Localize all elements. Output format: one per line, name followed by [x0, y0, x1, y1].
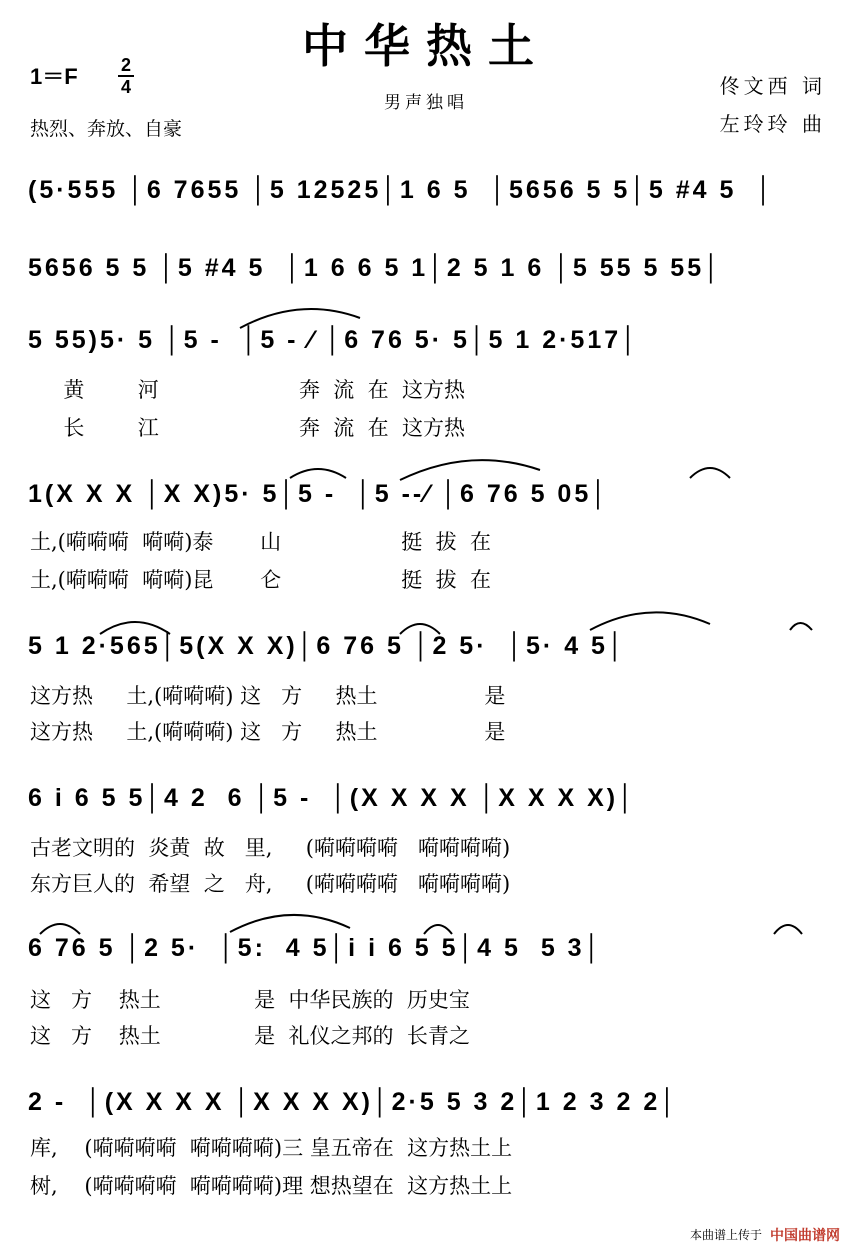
score-row-2: 5656 5 5 │5 #4 5 │1 6 6 5 1│2 5 1 6 │5 55 5 55│	[28, 254, 723, 282]
time-signature-top: 2	[120, 55, 131, 75]
lyric-row-4-verse-2: 土,(嗬嗬嗬 嗬嗬)昆 仑 挺 拔 在	[30, 568, 491, 592]
time-signature-bottom: 4	[120, 77, 131, 97]
score-row-3: 5 55)5· 5 │5 - │5 - ⁄ │6 76 5· 5│5 1 2·517│	[28, 326, 640, 354]
slur	[240, 309, 360, 328]
score-row-5: 5 1 2·565│5(X X X)│6 76 5 │2 5· │5· 4 5│	[28, 632, 627, 660]
slur	[774, 925, 802, 934]
upload-note: 本曲谱上传于	[689, 1228, 762, 1242]
slur	[400, 460, 540, 480]
slur	[590, 612, 710, 630]
slur	[290, 469, 346, 478]
page-title: 中华热土	[302, 19, 550, 73]
score-row-7: 6 76 5 │2 5· │5: 4 5│i i 6 5 5│4 5 5 3│	[28, 934, 604, 962]
lyric-row-3-verse-1: 黄 河 奔 流 在 这方热	[30, 378, 466, 402]
slur	[100, 622, 170, 634]
slur	[400, 624, 440, 634]
slur	[230, 915, 350, 932]
site-logo: 中国曲谱网	[770, 1228, 840, 1244]
key-signature: 1＝F	[30, 64, 78, 89]
lyricist-credit: 佟文西 词	[719, 74, 826, 98]
lyric-row-3-verse-2: 长 江 奔 流 在 这方热	[30, 416, 466, 440]
slur	[424, 925, 452, 934]
score-row-4: 1(X X X │X X)5· 5│5 - │5 --⁄ │6 76 5 05│	[28, 480, 610, 508]
performance-type: 男声独唱	[384, 93, 468, 113]
slur	[690, 468, 730, 478]
score-row-1: (5·555 │6 7655 │5 12525│1 6 5 │5656 5 5│5 #4 5 │	[28, 176, 775, 204]
composer-credit: 左玲玲 曲	[719, 112, 826, 136]
slur	[790, 623, 812, 630]
lyric-row-7-verse-2: 这 方 热土 是 礼仪之邦的 长青之	[30, 1024, 470, 1048]
slur	[40, 924, 80, 934]
lyric-row-6-verse-1: 古老文明的 炎黄 故 里, (嗬嗬嗬嗬 嗬嗬嗬嗬)	[30, 836, 511, 860]
lyric-row-8-verse-2: 树, (嗬嗬嗬嗬 嗬嗬嗬嗬)理 想热望在 这方热土上	[30, 1174, 513, 1198]
lyric-row-5-verse-1: 这方热 土,(嗬嗬嗬) 这 方 热土 是	[30, 684, 506, 708]
lyric-row-7-verse-1: 这 方 热土 是 中华民族的 历史宝	[30, 988, 470, 1012]
lyric-row-6-verse-2: 东方巨人的 希望 之 舟, (嗬嗬嗬嗬 嗬嗬嗬嗬)	[30, 872, 511, 896]
lyric-row-5-verse-2: 这方热 土,(嗬嗬嗬) 这 方 热土 是	[30, 720, 506, 744]
score-row-6: 6 i 6 5 5│4 2 6 │5 - │(X X X X │X X X X)│	[28, 784, 637, 812]
lyric-row-4-verse-1: 土,(嗬嗬嗬 嗬嗬)泰 山 挺 拔 在	[30, 530, 491, 554]
score-row-8: 2 - │(X X X X │X X X X)│2·5 5 3 2│1 2 3 2 2│	[28, 1088, 679, 1116]
tempo-marking: 热烈、奔放、自豪	[30, 118, 183, 140]
lyric-row-8-verse-1: 库, (嗬嗬嗬嗬 嗬嗬嗬嗬)三 皇五帝在 这方热土上	[30, 1136, 513, 1160]
